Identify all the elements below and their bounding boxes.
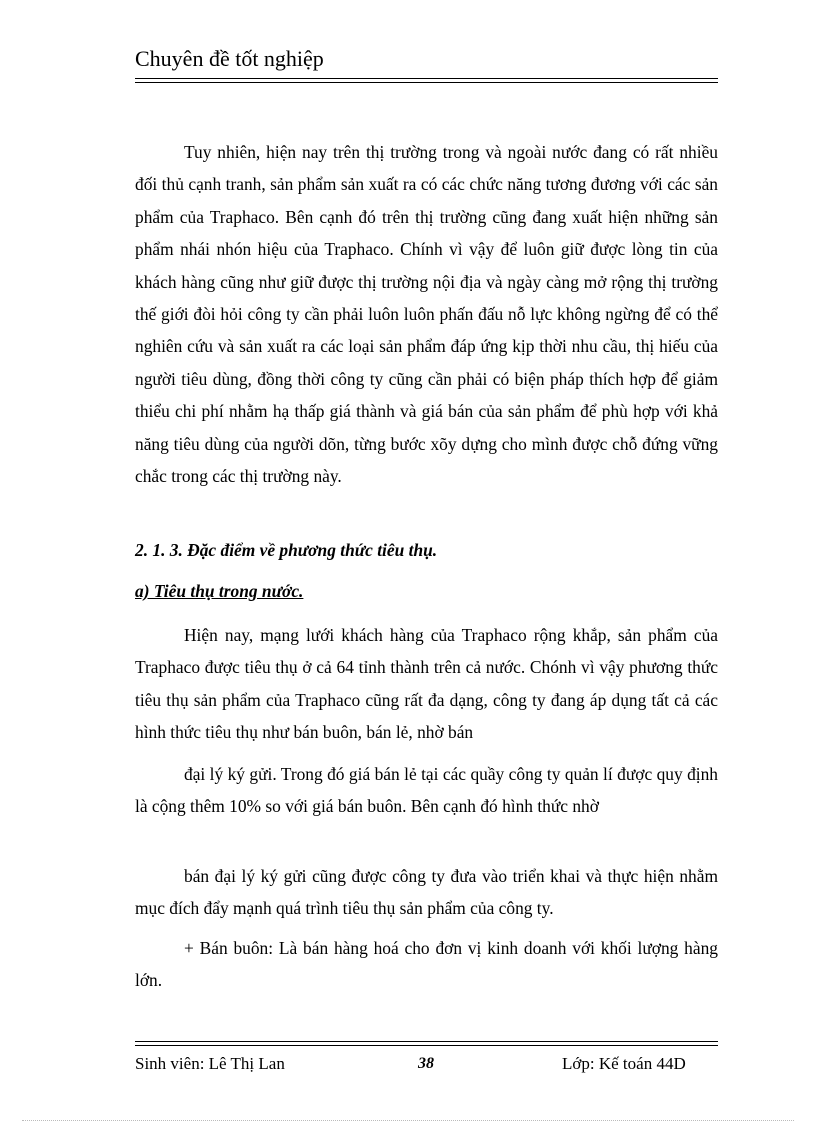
paragraph-distribution: Hiện nay, mạng lưới khách hàng của Traphaco rộng khắp, sản phẩm của Traphaco được tiêu thụ ở cả 64 tỉnh thành trên cả nước. Chónh vì vậy phương thức tiêu thụ sản phẩm của Traphaco cũng rất đa dạng, công ty đang áp dụng tất cả các hình thức tiêu thụ như bán buôn, bán lẻ, nhờ bán: [135, 625, 718, 743]
footer-divider: [135, 1041, 718, 1046]
paragraph-retail-price: đại lý ký gửi. Trong đó giá bán lẻ tại các quầy công ty quản lí được quy định là cộng thêm 10% so với giá bán buôn. Bên cạnh đó hình thức nhờ: [135, 764, 718, 817]
page-number: 38: [418, 1055, 434, 1072]
paragraph-competition: Tuy nhiên, hiện nay trên thị trường trong và ngoài nước đang có rất nhiều đối thủ cạnh tranh, sản phẩm sản xuất ra có các chức năng tương đương với các sản phẩm của Traphaco. Bên cạnh đó trên thị trường cũng đang xuất hiện những sản phẩm nhái nhón hiệu của Traphaco. Chính vì vậy để luôn giữ được lòng tin của khách hàng cũng như giữ được thị trường nội địa và ngày càng mở rộng thị trường thế giới đòi hỏi công ty cần phải luôn luôn phấn đấu nỗ lực không ngừng để có thể nghiên cứu và sản xuất ra các loại sản phẩm đáp ứng kịp thời nhu cầu, thị hiếu của người tiêu dùng, đồng thời công ty cũng cần phải có biện pháp thích hợp để giảm thiểu chi phí nhằm hạ thấp giá thành và giá bán của sản phẩm để phù hợp với khả năng tiêu dùng của người dõn, từng bước xõy dựng cho mình được chỗ đứng vững chắc trong các thị trường này.: [135, 142, 718, 487]
document-title: Chuyên đề tốt nghiệp: [135, 46, 324, 71]
paragraph-consignment: bán đại lý ký gửi cũng được công ty đưa vào triển khai và thực hiện nhằm mục đích đẩy mạnh quá trình tiêu thụ sản phẩm của công ty.: [135, 866, 718, 919]
header-divider: [135, 78, 718, 83]
student-name: Sinh viên: Lê Thị Lan: [135, 1054, 285, 1073]
class-name: Lớp: Kế toán 44D: [562, 1054, 686, 1073]
section-heading: 2. 1. 3. Đặc điểm về phương thức tiêu thụ.: [135, 540, 438, 560]
subsection-heading: a) Tiêu thụ trong nước.: [135, 581, 304, 601]
page-edge-divider: [22, 1120, 794, 1121]
paragraph-wholesale: + Bán buôn: Là bán hàng hoá cho đơn vị kinh doanh với khối lượng hàng lớn.: [135, 938, 718, 991]
